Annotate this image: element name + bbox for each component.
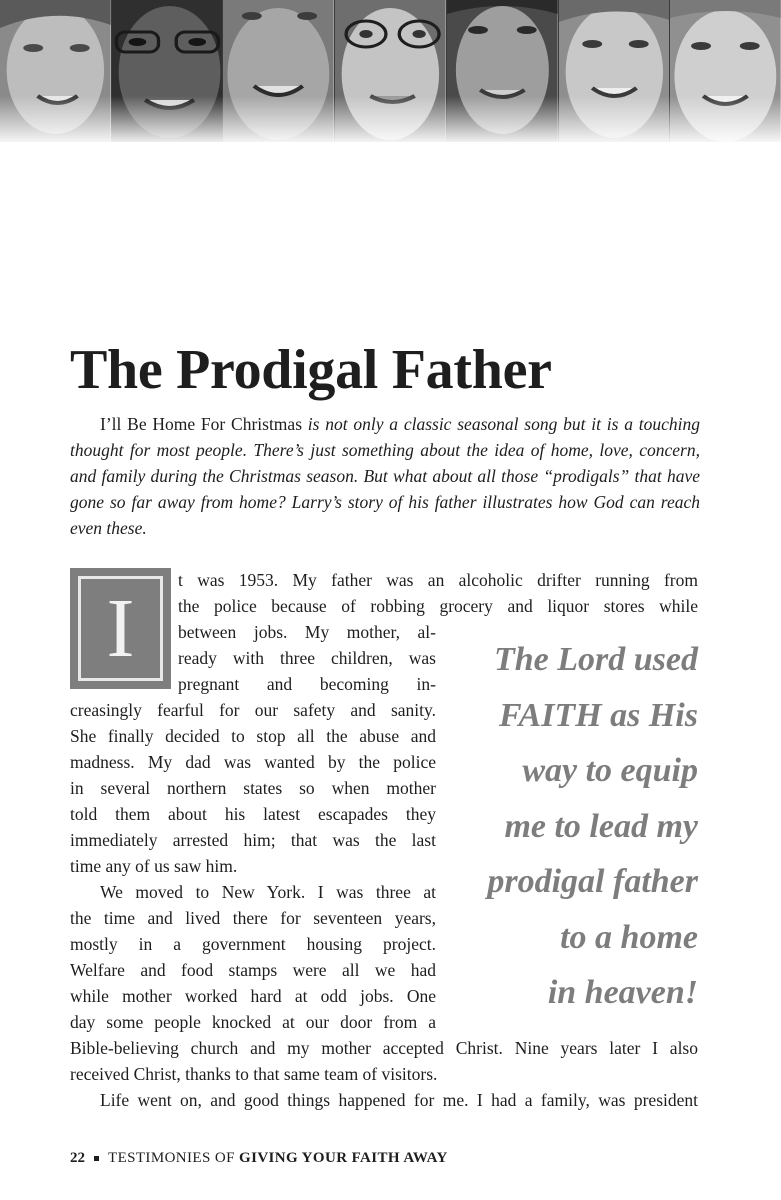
body-line: Life went on, and good things happened for me. I had a family, was president [100, 1090, 698, 1110]
bullet-square-icon [94, 1156, 99, 1161]
body-line: Welfare and food stamps were all we had [70, 960, 436, 980]
page-number: 22 [70, 1150, 85, 1166]
face-photo-6 [559, 0, 671, 142]
body-line: We moved to New York. I was three at [100, 882, 436, 902]
pull-quote-line: way to equip [522, 752, 698, 789]
body-line: time any of us saw him. [70, 856, 238, 876]
body-line: in several northern states so when mother [70, 778, 436, 798]
body-line: between jobs. My mother, al- [178, 622, 436, 642]
body-line: She finally decided to stop all the abuse and [70, 726, 436, 746]
body-line: while mother worked hard at odd jobs. One [70, 986, 436, 1006]
song-title: I’ll Be Home For Christmas [100, 414, 302, 434]
drop-cap-letter: I [78, 576, 163, 681]
body-line: the police because of robbing grocery and liquor stores while [178, 596, 698, 616]
body-line: madness. My dad was wanted by the police [70, 752, 436, 772]
pull-quote-line: to a home [560, 918, 698, 956]
body-line: t was 1953. My father was an alcoholic drifter running from [178, 570, 698, 590]
face-photo-5 [447, 0, 559, 142]
face-photo-4 [335, 0, 447, 142]
face-photo-1 [0, 0, 112, 142]
pull-quote-line: FAITH as His [498, 696, 698, 734]
pull-quote-line: in heaven! [547, 974, 698, 1011]
running-footer-title [108, 1150, 448, 1167]
face-photo-2 [112, 0, 224, 142]
page-footer [70, 1150, 448, 1167]
intro-text: is not only a classic seasonal song but it is a touching thought for most people. There’s just something about the idea of home, love, concern, and family during the Christmas season. But what about all those “prodigals” that have gone so far away from home? Larry’s story of his father illustrates how God can reach even these. [70, 414, 700, 538]
body-line: immediately arrested him; that was the last [70, 830, 436, 850]
intro-paragraph [70, 411, 700, 541]
header-photo-strip [0, 0, 781, 142]
body-line: received Christ, thanks to that same team of visitors. [70, 1064, 438, 1084]
body-line: day some people knocked at our door from a [70, 1012, 436, 1032]
pull-quote-line: me to lead my [504, 807, 698, 845]
page-title: The Prodigal Father [70, 339, 552, 401]
face-photo-7 [670, 0, 781, 142]
body-line: creasingly fearful for our safety and sanity. [70, 700, 436, 720]
pull-quote-line: The Lord used [494, 641, 698, 678]
face-photo-3 [223, 0, 335, 142]
body-line: pregnant and becoming in- [178, 674, 436, 694]
body-line: mostly in a government housing project. [70, 934, 436, 954]
body-line: ready with three children, was [178, 648, 436, 668]
body-line: the time and lived there for seventeen years, [70, 908, 436, 928]
pull-quote [440, 632, 698, 1021]
series-title: GIVING YOUR FAITH AWAY [239, 1150, 448, 1166]
series-prefix: TESTIMONIES OF [108, 1150, 240, 1166]
body-line: told them about his latest escapades they [70, 804, 436, 824]
pull-quote-line: prodigal father [487, 863, 698, 900]
body-line: Bible-believing church and my mother accepted Christ. Nine years later I also [70, 1038, 698, 1058]
drop-cap [70, 568, 171, 689]
